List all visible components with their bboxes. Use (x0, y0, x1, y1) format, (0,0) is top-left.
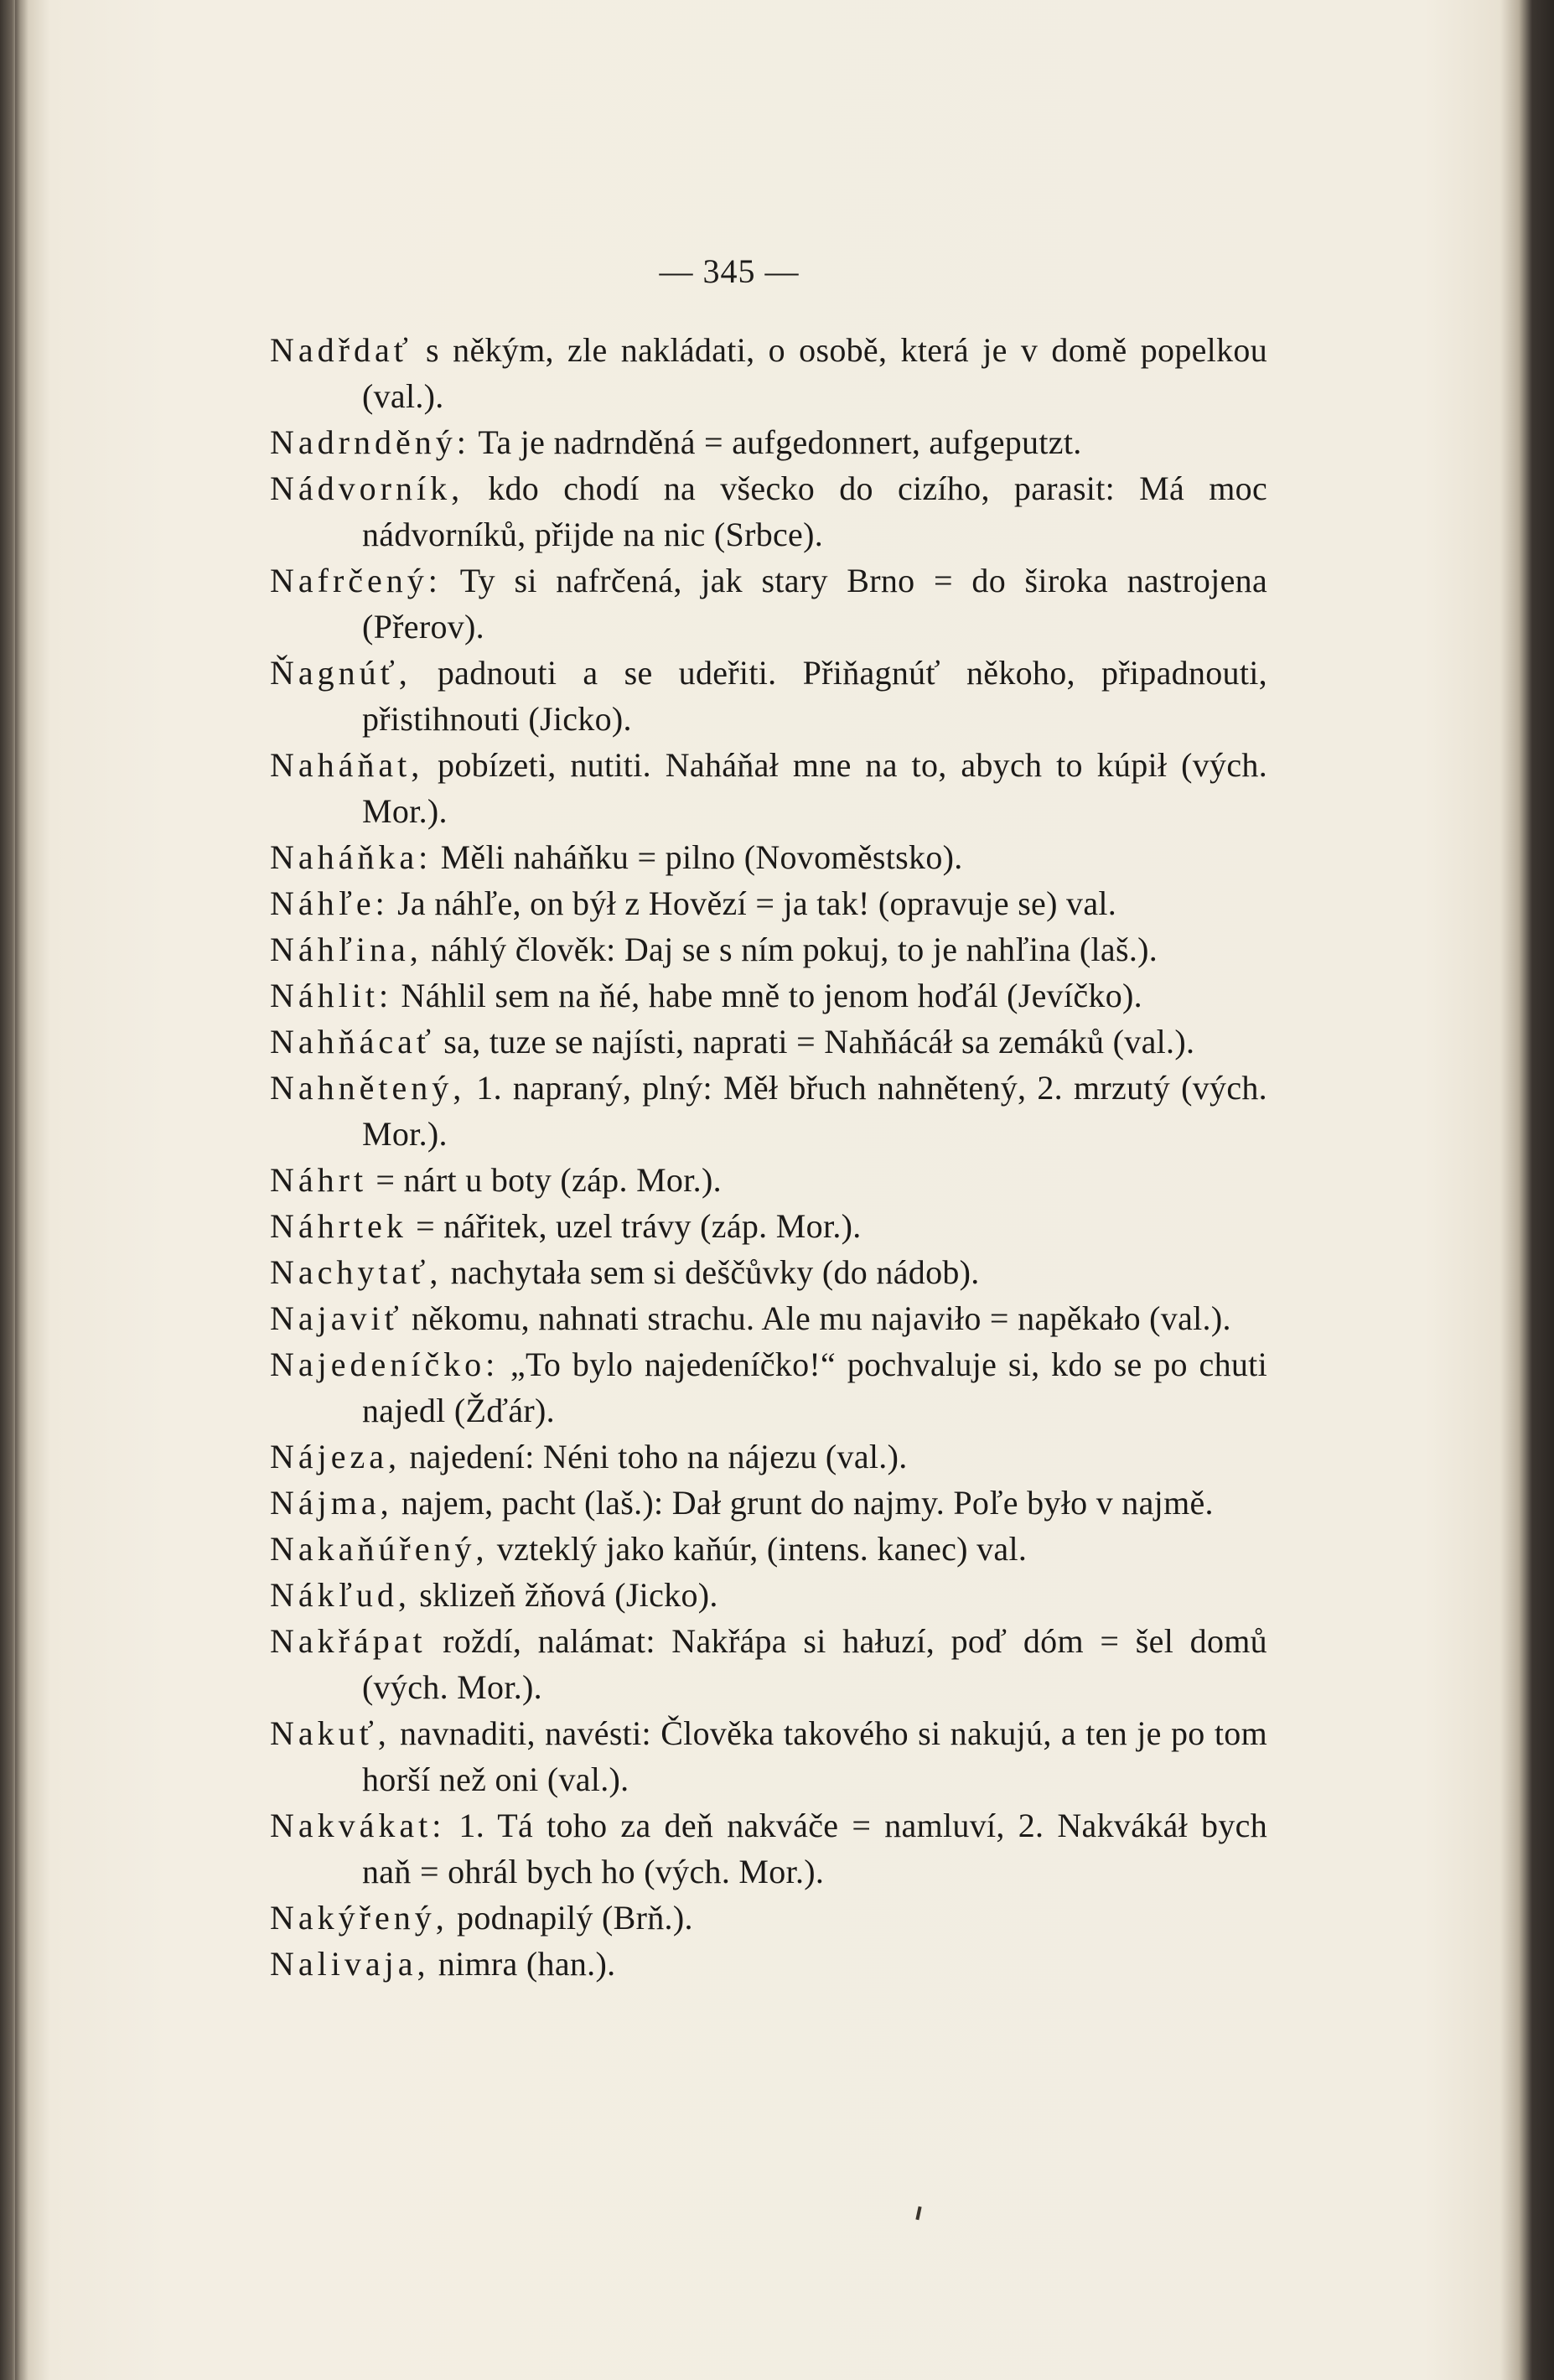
entry-headword: Náhľe: (270, 884, 389, 922)
dictionary-entry (270, 926, 1267, 972)
entry-headword: Nalivaja, (270, 1945, 430, 1983)
dictionary-entry (270, 834, 1267, 880)
entry-headword: Nakřápat (270, 1622, 427, 1660)
entry-definition: Ja náhľe, on býł z Hovězí = ja tak! (opravuje se) val. (388, 884, 1117, 922)
dictionary-entry (270, 465, 1267, 557)
entry-definition: sklizeň žňová (Jicko). (410, 1576, 718, 1614)
dictionary-entry (270, 880, 1267, 926)
entry-headword: Nakuť, (270, 1714, 391, 1752)
dictionary-entry (270, 742, 1267, 834)
entry-definition: Měli naháňku = pilno (Novoměstsko). (432, 838, 963, 876)
entry-definition: „To bylo najedeníčko!“ pochvaluje si, kdo se po chuti najedl (Žďár). (362, 1346, 1267, 1429)
dictionary-entry (270, 557, 1267, 650)
entry-headword: Nachytať, (270, 1253, 443, 1291)
entry-definition: Náhlil sem na ňé, habe mně to jenom hoďál (Jevíčko). (392, 977, 1142, 1014)
entry-definition: navnaditi, navésti: Člověka takového si nakujú, a ten je po tom horší než oni (val.). (362, 1714, 1267, 1798)
entry-definition: najem, pacht (laš.): Dał grunt do najmy. Poľe było v najmě. (392, 1484, 1214, 1522)
entry-definition: nachytała sem si deščůvky (do nádob). (442, 1253, 980, 1291)
entry-headword: Ňagnúť, (270, 654, 412, 692)
entry-headword: Nájma, (270, 1484, 393, 1522)
entry-headword: Nakvákat: (270, 1807, 446, 1844)
entry-headword: Nakýřený, (270, 1899, 448, 1937)
entry-headword: Najaviť (270, 1299, 403, 1337)
dictionary-entry (270, 1065, 1267, 1157)
entry-definition: Ty si nafrčená, jak stary Brno = do široka nastrojena (Přerov). (362, 562, 1267, 646)
ink-speck (915, 2206, 921, 2220)
entry-definition: pobízeti, nutiti. Naháňał mne na to, abych to kúpił (vých. Mor.). (362, 746, 1267, 830)
dictionary-entry (270, 1895, 1267, 1941)
dictionary-entry (270, 1019, 1267, 1065)
dictionary-entry (270, 327, 1267, 419)
entry-headword: Naháňat, (270, 746, 424, 784)
entry-definition: někomu, nahnati strachu. Ale mu najaviło = napěkało (val.). (402, 1299, 1231, 1337)
entry-definition: 1. napraný, plný: Měł břuch nahnětený, 2. mrzutý (vých. Mor.). (362, 1069, 1267, 1153)
entry-definition: sa, tuze se najísti, naprati = Nahňácáł sa zemáků (val.). (435, 1023, 1195, 1060)
entry-headword: Náhľina, (270, 931, 422, 968)
dictionary-entry (270, 1249, 1267, 1295)
dictionary-entry (270, 1618, 1267, 1710)
entry-headword: Nafrčený: (270, 562, 442, 599)
dictionary-entry (270, 1341, 1267, 1434)
dictionary-entry (270, 1295, 1267, 1341)
dictionary-entry (270, 1572, 1267, 1618)
entry-definition: najedení: Néni toho na nájezu (val.). (401, 1438, 908, 1475)
entry-definition: vzteklý jako kaňúr, (intens. kanec) val. (488, 1530, 1028, 1568)
entry-headword: Nakaňúřený, (270, 1530, 489, 1568)
dictionary-entry (270, 1203, 1267, 1249)
entry-headword: Nájeza, (270, 1438, 401, 1475)
entry-definition: kdo chodí na všecko do cizího, parasit: Má moc nádvorníků, přijde na nic (Srbce). (362, 469, 1267, 553)
entry-headword: Nahňácať (270, 1023, 435, 1060)
dictionary-entry (270, 972, 1267, 1019)
dictionary-entry (270, 1802, 1267, 1895)
dictionary-entry (270, 1526, 1267, 1572)
entry-headword: Nadrnděný: (270, 423, 470, 461)
dictionary-entry (270, 1710, 1267, 1802)
entry-definition: náhlý člověk: Daj se s ním pokuj, to je nahľina (laš.). (422, 931, 1158, 968)
entry-definition: = nářitek, uzel trávy (záp. Mor.). (407, 1207, 862, 1245)
page-number: — 345 — (659, 252, 800, 290)
entry-definition: 1. Tá toho za deň nakváče = namluví, 2. Nakvákáł bych naň = ohrál bych ho (vých. Mor.). (362, 1807, 1267, 1890)
dictionary-entry (270, 1434, 1267, 1480)
entry-headword: Najedeníčko: (270, 1346, 500, 1383)
entry-definition: Ta je nadrnděná = aufgedonnert, aufgeputzt. (469, 423, 1082, 461)
entry-definition: = nárt u boty (záp. Mor.). (367, 1161, 722, 1199)
dictionary-entry (270, 1480, 1267, 1526)
entry-headword: Náhrt (270, 1161, 368, 1199)
entry-headword: Náhlit: (270, 977, 393, 1014)
entry-headword: Nákľud, (270, 1576, 411, 1614)
entry-list (178, 327, 1267, 1987)
entry-definition: podnapilý (Brň.). (448, 1899, 693, 1937)
entry-definition: nimra (han.). (429, 1945, 616, 1983)
entry-definition: roždí, nalámat: Nakřápa si hałuzí, poď dóm = šel domů (vých. Mor.). (362, 1622, 1267, 1706)
dictionary-entry (270, 1157, 1267, 1203)
dictionary-entry (270, 419, 1267, 465)
dictionary-entry (270, 650, 1267, 742)
entry-headword: Nahnětený, (270, 1069, 466, 1107)
entry-headword: Náhrtek (270, 1207, 407, 1245)
entry-headword: Nadřdať (270, 331, 412, 369)
entry-headword: Naháňka: (270, 838, 433, 876)
dictionary-entry (270, 1941, 1267, 1987)
entry-headword: Nádvorník, (270, 469, 464, 507)
entry-definition: padnouti a se udeřiti. Přiňagnúť někoho, připadnouti, přistihnouti (Jicko). (362, 654, 1267, 738)
entry-definition: s někým, zle nakládati, o osobě, která je v domě popelkou (val.). (362, 331, 1267, 415)
